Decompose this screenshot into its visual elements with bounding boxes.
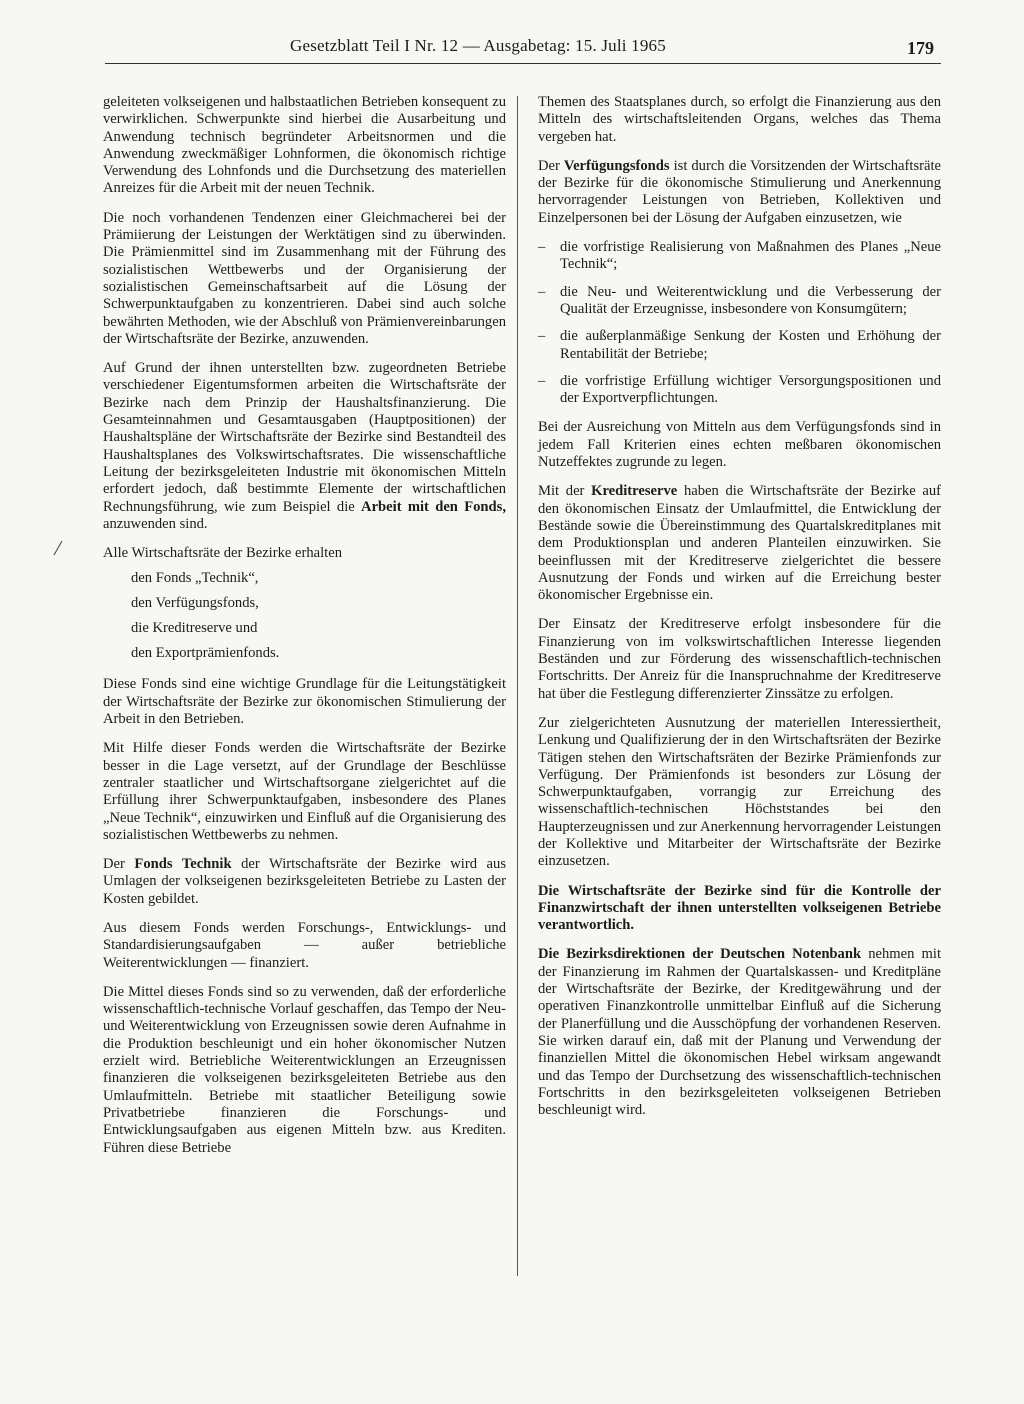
bold-term: Fonds Technik xyxy=(134,856,232,873)
paragraph: Bei der Ausreichung von Mitteln aus dem Verfügungsfonds sind in jedem Fall Kriterien eines echten meßbaren ökonomischen Nutzeffektes zugrunde zu legen. xyxy=(538,419,941,471)
text-run: Mit der xyxy=(538,483,592,500)
paragraph: Die Mittel dieses Fonds sind so zu verwenden, daß der erforderliche wissenschaftlich-technische Vorlauf geschaffen, das Tempo der Neu- und Weiterentwicklung von Erzeugnissen sowie deren Aufnahme in die Produktion beschleunigt und ein hoher ökonomischer Nutzen erzielt wird. Betriebliche Weiterentwicklungen an Erzeugnissen finanzieren die volkseigenen bezirksgeleiteten Betriebe aus den Umlaufmitteln. Betriebe mit staatlicher Beteiligung sowie Privatbetriebe finanzieren die Forschungs- und Entwicklungsaufgaben aus eigenen Mitteln bzw. aus Krediten. Führen diese Betriebe xyxy=(103,983,506,1156)
list-item: den Fonds „Technik“, xyxy=(131,570,259,587)
paragraph: geleiteten volkseigenen und halbstaatlichen Betrieben konsequent zu verwirklichen. Schwerpunkte sind hierbei die Ausarbeitung und Anwendung technisch begründeter Arbeitsnormen und die Anwendung zweckmäßiger Lohnformen, die ökonomisch richtige Verwendung des Lohnfonds und die Durchsetzung des materiellen Anreizes für die Arbeit mit der neuen Technik. xyxy=(103,94,506,197)
dash-list xyxy=(538,239,941,407)
list-item: die Kreditreserve und xyxy=(131,620,258,637)
paragraph xyxy=(538,158,941,227)
list-item: – die außerplanmäßige Senkung der Kosten und Erhöhung der Rentabilität der Betriebe; xyxy=(538,328,941,363)
fonds-list xyxy=(103,566,506,666)
text-run: der Wirtschaftsräte der Bezirke wird aus Umlagen der volkseigenen bezirksgeleiteten Betriebe zu Lasten der Kosten gebildet. xyxy=(103,856,507,907)
text-run: ist durch die Vorsitzenden der Wirtschaftsräte der Bezirke für die ökonomische Stimulierung und Anerkennung hervorragender Leistungen von Betrieben, Kollektiven und Einzelpersonen bei der Lösung der Aufgaben einzusetzen, wie xyxy=(538,157,941,226)
page-number: 179 xyxy=(907,38,934,58)
paragraph: Der Einsatz der Kreditreserve erfolgt insbesondere für die Finanzierung von im volkswirtschaftlichen Interesse liegenden Beständen und zur Förderung des wissenschaftlich-technischen Fortschritts. Der Anreiz für die Inanspruchnahme der Kreditreserve hat über die Festlegung differenzierter Zinssätze zu erfolgen. xyxy=(538,616,941,702)
list-item: – die vorfristige Erfüllung wichtiger Versorgungspositionen und der Exportverpflichtungen. xyxy=(538,373,941,408)
left-column xyxy=(103,94,506,1169)
paragraph: Die noch vorhandenen Tendenzen einer Gleichmacherei bei der Prämiierung der Leistungen der Werktätigen sind zu überwinden. Die Prämienmittel sind im Zusammenhang mit der Führung des sozialistischen Wettbewerbs und der Organisierung der sozialistischen Gemeinschaftsarbeit auf die Lösung der Schwerpunktaufgaben zu konzentrieren. Dabei sind auch solche bewährten Methoden, wie der Abschluß von Prämienvereinbarungen der Wirtschaftsräte der Bezirke, anzuwenden. xyxy=(103,209,506,347)
text-run: anzuwenden sind. xyxy=(103,515,208,532)
bold-term: Kreditreserve xyxy=(591,483,678,500)
paragraph: Diese Fonds sind eine wichtige Grundlage für die Leitungstätigkeit der Wirtschaftsräte der Bezirke zur ökonomischen Stimulierung der Arbeit in den Betrieben. xyxy=(103,676,506,728)
list-item: den Exportprämienfonds. xyxy=(131,645,280,662)
paragraph: Mit Hilfe dieser Fonds werden die Wirtschaftsräte der Bezirke besser in die Lage versetzt, auf der Grundlage der Beschlüsse zentraler staatlicher und Wirtschaftsorgane zielgerichtet auf die Erfüllung ihrer Schwerpunktaufgaben, insbesondere des Planes „Neue Technik“, einzuwirken und Einfluß auf die Organisierung des sozialistischen Wettbewerbs zu nehmen. xyxy=(103,740,506,843)
paragraph: Themen des Staatsplanes durch, so erfolgt die Finanzierung aus den Mitteln des wirtschaftsleitenden Organs, welches das Thema vergeben hat. xyxy=(538,94,941,145)
section-heading: Die Wirtschaftsräte der Bezirke sind für die Kontrolle der Finanzwirtschaft der ihnen unterstellten volkseigenen Betriebe verantwortlich. xyxy=(538,882,941,934)
list-item: – die Neu- und Weiterentwicklung und die Verbesserung der Qualität der Erzeugnisse, insbesondere von Konsumgütern; xyxy=(538,284,941,319)
paragraph xyxy=(103,360,506,533)
text-run: Der xyxy=(103,856,135,873)
paragraph xyxy=(103,856,506,908)
paragraph xyxy=(538,483,941,604)
bold-term: Verfügungsfonds xyxy=(563,157,670,174)
bold-term: Die Bezirksdirektionen der Deutschen Notenbank xyxy=(538,946,862,963)
bold-term: Arbeit mit den Fonds, xyxy=(361,498,506,515)
list-item: den Verfügungsfonds, xyxy=(131,595,259,612)
paragraph xyxy=(538,946,941,1119)
pencil-mark xyxy=(52,540,64,556)
paragraph: Alle Wirtschaftsräte der Bezirke erhalten xyxy=(103,545,343,562)
header-title: Gesetzblatt Teil I Nr. 12 — Ausgabetag: 15. Juli 1965 xyxy=(290,36,666,55)
text-run: Auf Grund der ihnen unterstellten bzw. zugeordneten Betriebe verschiedener Eigentumsformen arbeiten die Wirtschaftsräte der Bezirke nach dem Prinzip der Haushaltsfinanzierung. Die Gesamteinnahmen und Gesamtausgaben (Hauptpositionen) der Haushaltspläne der Wirtschaftsräte der Bezirke sind Bestandteil des Haushaltsplanes des Volkswirtschaftsrates. Die wissenschaftliche Leitung der bezirksgeleiteten Industrie mit ökonomischen Mitteln erfordert jedoch, daß bestimmte Elemente der wirtschaftlichen Rechnungsführung, wie zum Beispiel die xyxy=(103,360,506,515)
page-header xyxy=(0,30,1024,66)
right-column xyxy=(538,94,941,1131)
list-item: – die vorfristige Realisierung von Maßnahmen des Planes „Neue Technik“; xyxy=(538,239,941,274)
text-run: Der xyxy=(538,157,564,174)
paragraph: Zur zielgerichteten Ausnutzung der materiellen Interessiertheit, Lenkung und Qualifizierung der in den Wirtschaftsräten der Bezirke Tätigen stehen den Wirtschaftsräten der Bezirke Prämienfonds zur Verfügung. Der Prämienfonds ist besonders zur Lösung der Schwerpunktaufgaben, vorrangig zur Erreichung des wissenschaftlich-technischen Höchststandes bei den Haupterzeugnissen und zur Anerkennung hervorragender Leistungen der Kollektive und Mitarbeiter der Wirtschaftsräte der Bezirke einzusetzen. xyxy=(538,714,941,870)
text-run: nehmen mit der Finanzierung im Rahmen der Quartalskassen- und Kreditpläne der Wirtschaftsräte der Bezirke, der Kreditgewährung und der operativen Finanzkontrolle unmittelbar Einfluß auf die Sicherung der Planerfüllung und die Ausschöpfung der vorhandenen Reserven. Sie wirken darauf ein, daß mit der Planung und Verwendung der finanziellen Mittel die ökonomischen Hebel wirksam angewandt und das Tempo der Durchsetzung des wissenschaftlich-technischen Fortschritts in den bezirksgeleiteten volkseigenen Betrieben beschleunigt wird. xyxy=(538,946,941,1119)
text-run: haben die Wirtschaftsräte der Bezirke auf den ökonomischen Einsatz der Umlaufmittel, die Entwicklung der Bestände sowie die Übereinstimmung des Quartalskreditplanes mit dem Produktionsplan und anderen Planteilen einzuwirken. Sie beeinflussen mit der Kreditreserve zielgerichtet die bessere Ausnutzung der Fonds und wirken auf die Erreichung bester ökonomischer Ergebnisse ein. xyxy=(538,483,941,604)
header-rule xyxy=(105,63,941,64)
paragraph: Aus diesem Fonds werden Forschungs-, Entwicklungs- und Standardisierungsaufgaben — außer betriebliche Weiterentwicklungen — finanziert. xyxy=(103,919,506,971)
column-divider xyxy=(517,96,518,1276)
